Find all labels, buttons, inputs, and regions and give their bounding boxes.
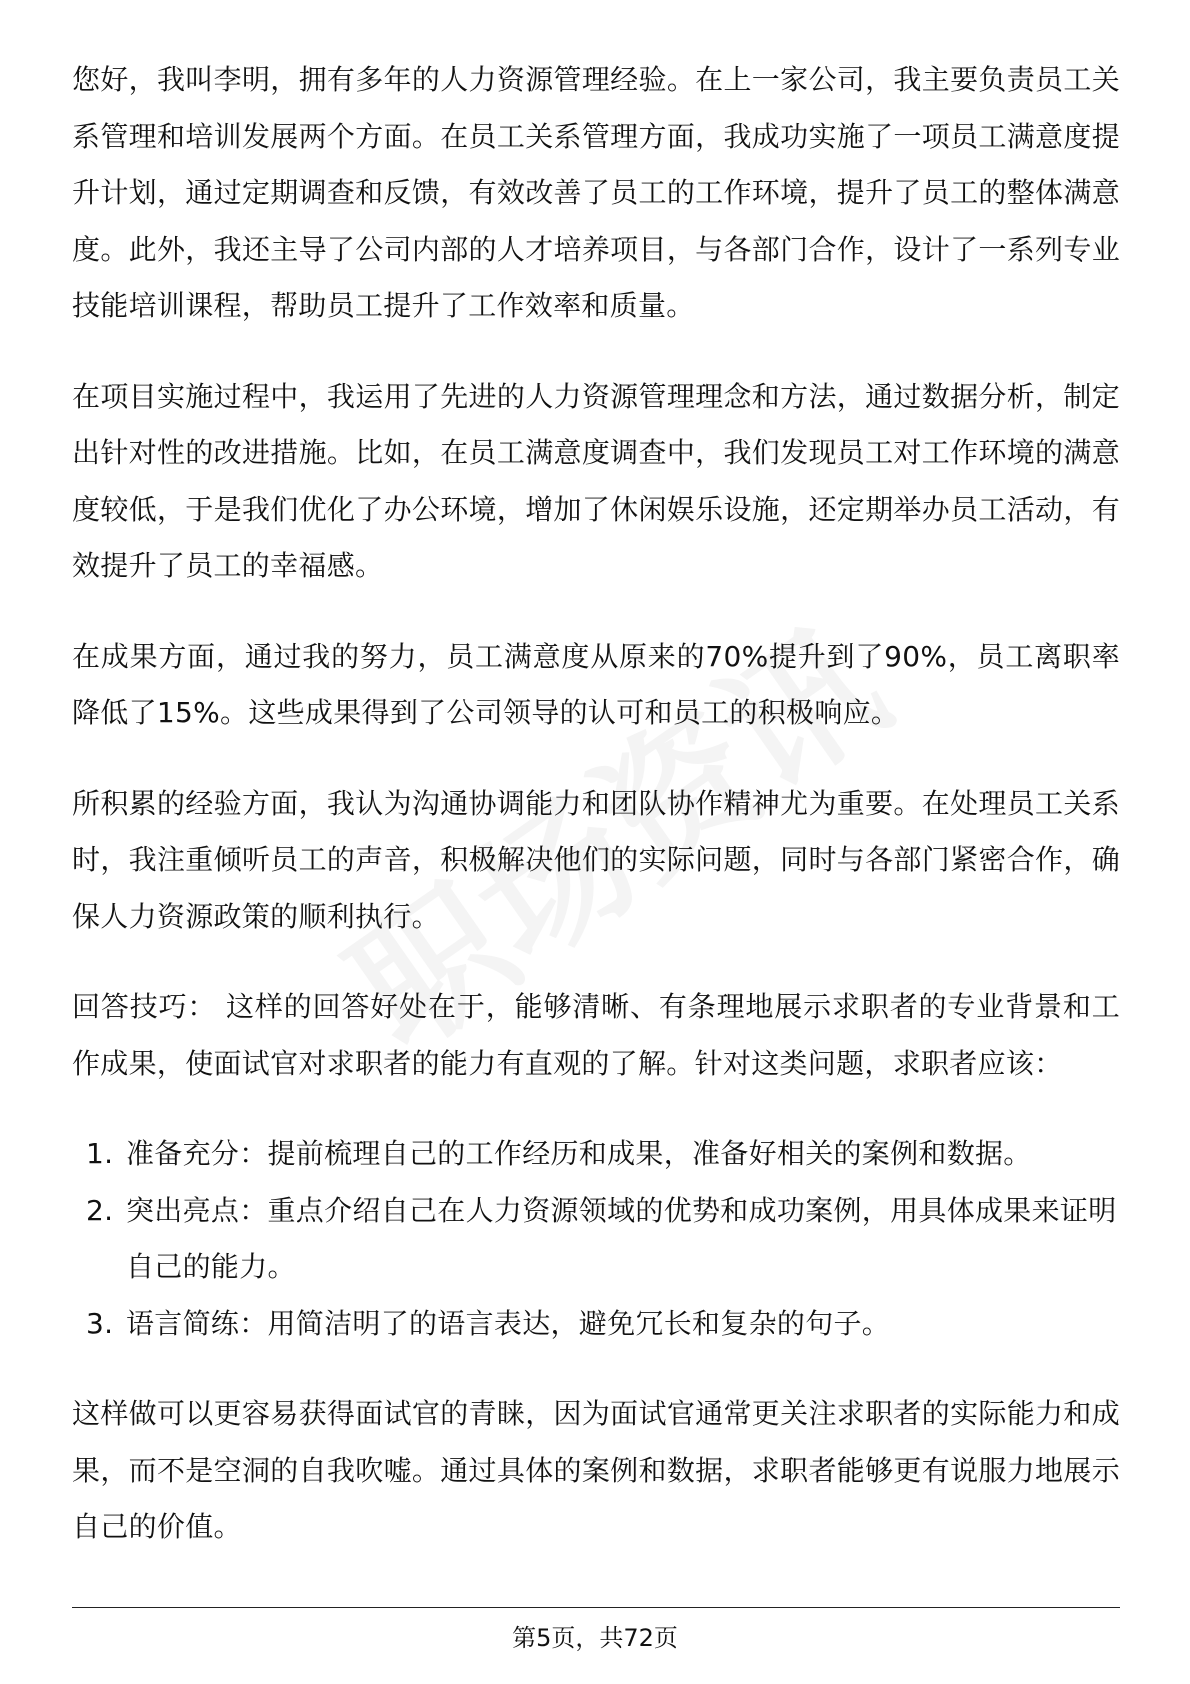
paragraph-answer-tips: 回答技巧： 这样的回答好处在于，能够清晰、有条理地展示求职者的专业背景和工作成果，使面试官对求职者的能力有直观的了解。针对这类问题，求职者应该：	[72, 990, 1120, 1080]
paragraph-experience: 所积累的经验方面，我认为沟通协调能力和团队协作精神尤为重要。在处理员工关系时，我注重倾听员工的声音，积极解决他们的实际问题，同时与各部门紧密合作，确保人力资源政策的顺利执行。	[72, 786, 1120, 933]
list-item	[72, 1183, 1120, 1296]
list-item-text: 准备充分：提前梳理自己的工作经历和成果，准备好相关的案例和数据。	[126, 1137, 1032, 1170]
footer-divider	[72, 1607, 1120, 1608]
list-item-number: 1.	[86, 1137, 114, 1170]
list-item-text: 语言简练：用简洁明了的语言表达，避免冗长和复杂的句子。	[126, 1306, 891, 1340]
document-body	[72, 52, 1120, 1590]
list-item-number: 2.	[86, 1193, 114, 1227]
list-item-text: 突出亮点：重点介绍自己在人力资源领域的优势和成功案例，用具体成果来证明自己的能力。	[126, 1193, 1117, 1283]
list-item	[72, 1126, 1120, 1183]
page-number: 第5页，共72页	[512, 1624, 678, 1652]
paragraph-closing: 这样做可以更容易获得面试官的青睐，因为面试官通常更关注求职者的实际能力和成果，而不是空洞的自我吹嘘。通过具体的案例和数据，求职者能够更有说服力地展示自己的价值。	[72, 1397, 1120, 1543]
paragraph-results: 在成果方面，通过我的努力，员工满意度从原来的70%提升到了90%，员工离职率降低了15%。这些成果得到了公司领导的认可和员工的积极响应。	[72, 639, 1120, 729]
paragraph-implementation: 在项目实施过程中，我运用了先进的人力资源管理理念和方法，通过数据分析，制定出针对性的改进措施。比如，在员工满意度调查中，我们发现员工对工作环境的满意度较低，于是我们优化了办公环境，增加了休闲娱乐设施，还定期举办员工活动，有效提升了员工的幸福感。	[72, 379, 1120, 582]
list-item-number: 3.	[86, 1306, 114, 1340]
list-item	[72, 1296, 1120, 1353]
tips-list	[72, 1126, 1120, 1352]
paragraph-intro: 您好，我叫李明，拥有多年的人力资源管理经验。在上一家公司，我主要负责员工关系管理和培训发展两个方面。在员工关系管理方面，我成功实施了一项员工满意度提升计划，通过定期调查和反馈，有效改善了员工的工作环境，提升了员工的整体满意度。此外，我还主导了公司内部的人才培养项目，与各部门合作，设计了一系列专业技能培训课程，帮助员工提升了工作效率和质量。	[72, 63, 1120, 322]
